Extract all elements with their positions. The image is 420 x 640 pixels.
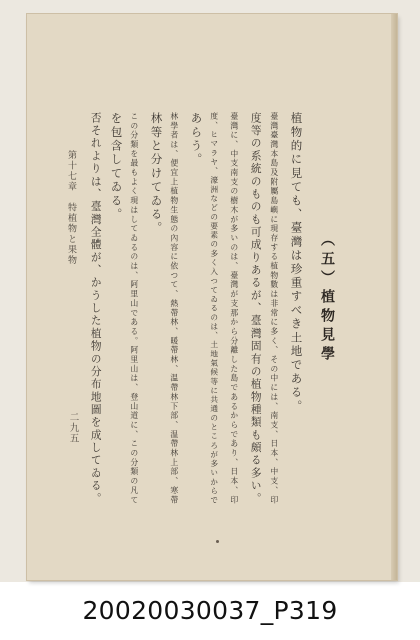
text-column-2: 臺灣臺灣本島及附屬島嶼に現存する植物數は非常に多く、その中には、南支、日本、中支、印 [269,112,279,505]
text-column-10: を包含してゐる。 [109,112,124,222]
page-edge [391,14,397,580]
text-column-5: 度、ヒマラヤ、濠洲などの要素の多く入つてゐるのは、土地氣候等に共通のところが多いからで [209,112,219,506]
text-column-6: あらう。 [189,112,204,167]
page-number: 二九五 [67,412,79,444]
text-column-11: 否それよりは、臺灣全體が、かうした植物の分布地圖を成してゐる。 [89,112,103,506]
ink-speck [216,540,219,543]
text-column-7: 林學者は、便宜上植物生態の內容に依つて、熱帶林、暖帶林、温帶林下部、温帶林上部、寒帶 [169,112,179,505]
text-column-9: この分類を最もよく現はしてゐるのは、阿里山である。阿里山は、登山道に、この分類の凡て [129,112,139,505]
catalog-id: 20020030037_P319 [82,596,338,625]
text-column-1: 植物的に見ても、臺灣は珍重すべき土地である。 [289,112,304,414]
text-column-8: 林等と分けてゐる。 [149,112,164,236]
text-column-4: 臺灣に、中支南支の樹木が多いのは、臺灣が支那から分離した島であるからであり、日本、印 [229,112,239,505]
text-column-3: 度等の系統のものも可成りあるが、臺灣固有の植物種類も頗る多い。 [249,112,263,506]
running-footer: 第十七章 特植物と果物 [66,150,76,266]
section-title: （五）植物見學 [319,232,335,365]
